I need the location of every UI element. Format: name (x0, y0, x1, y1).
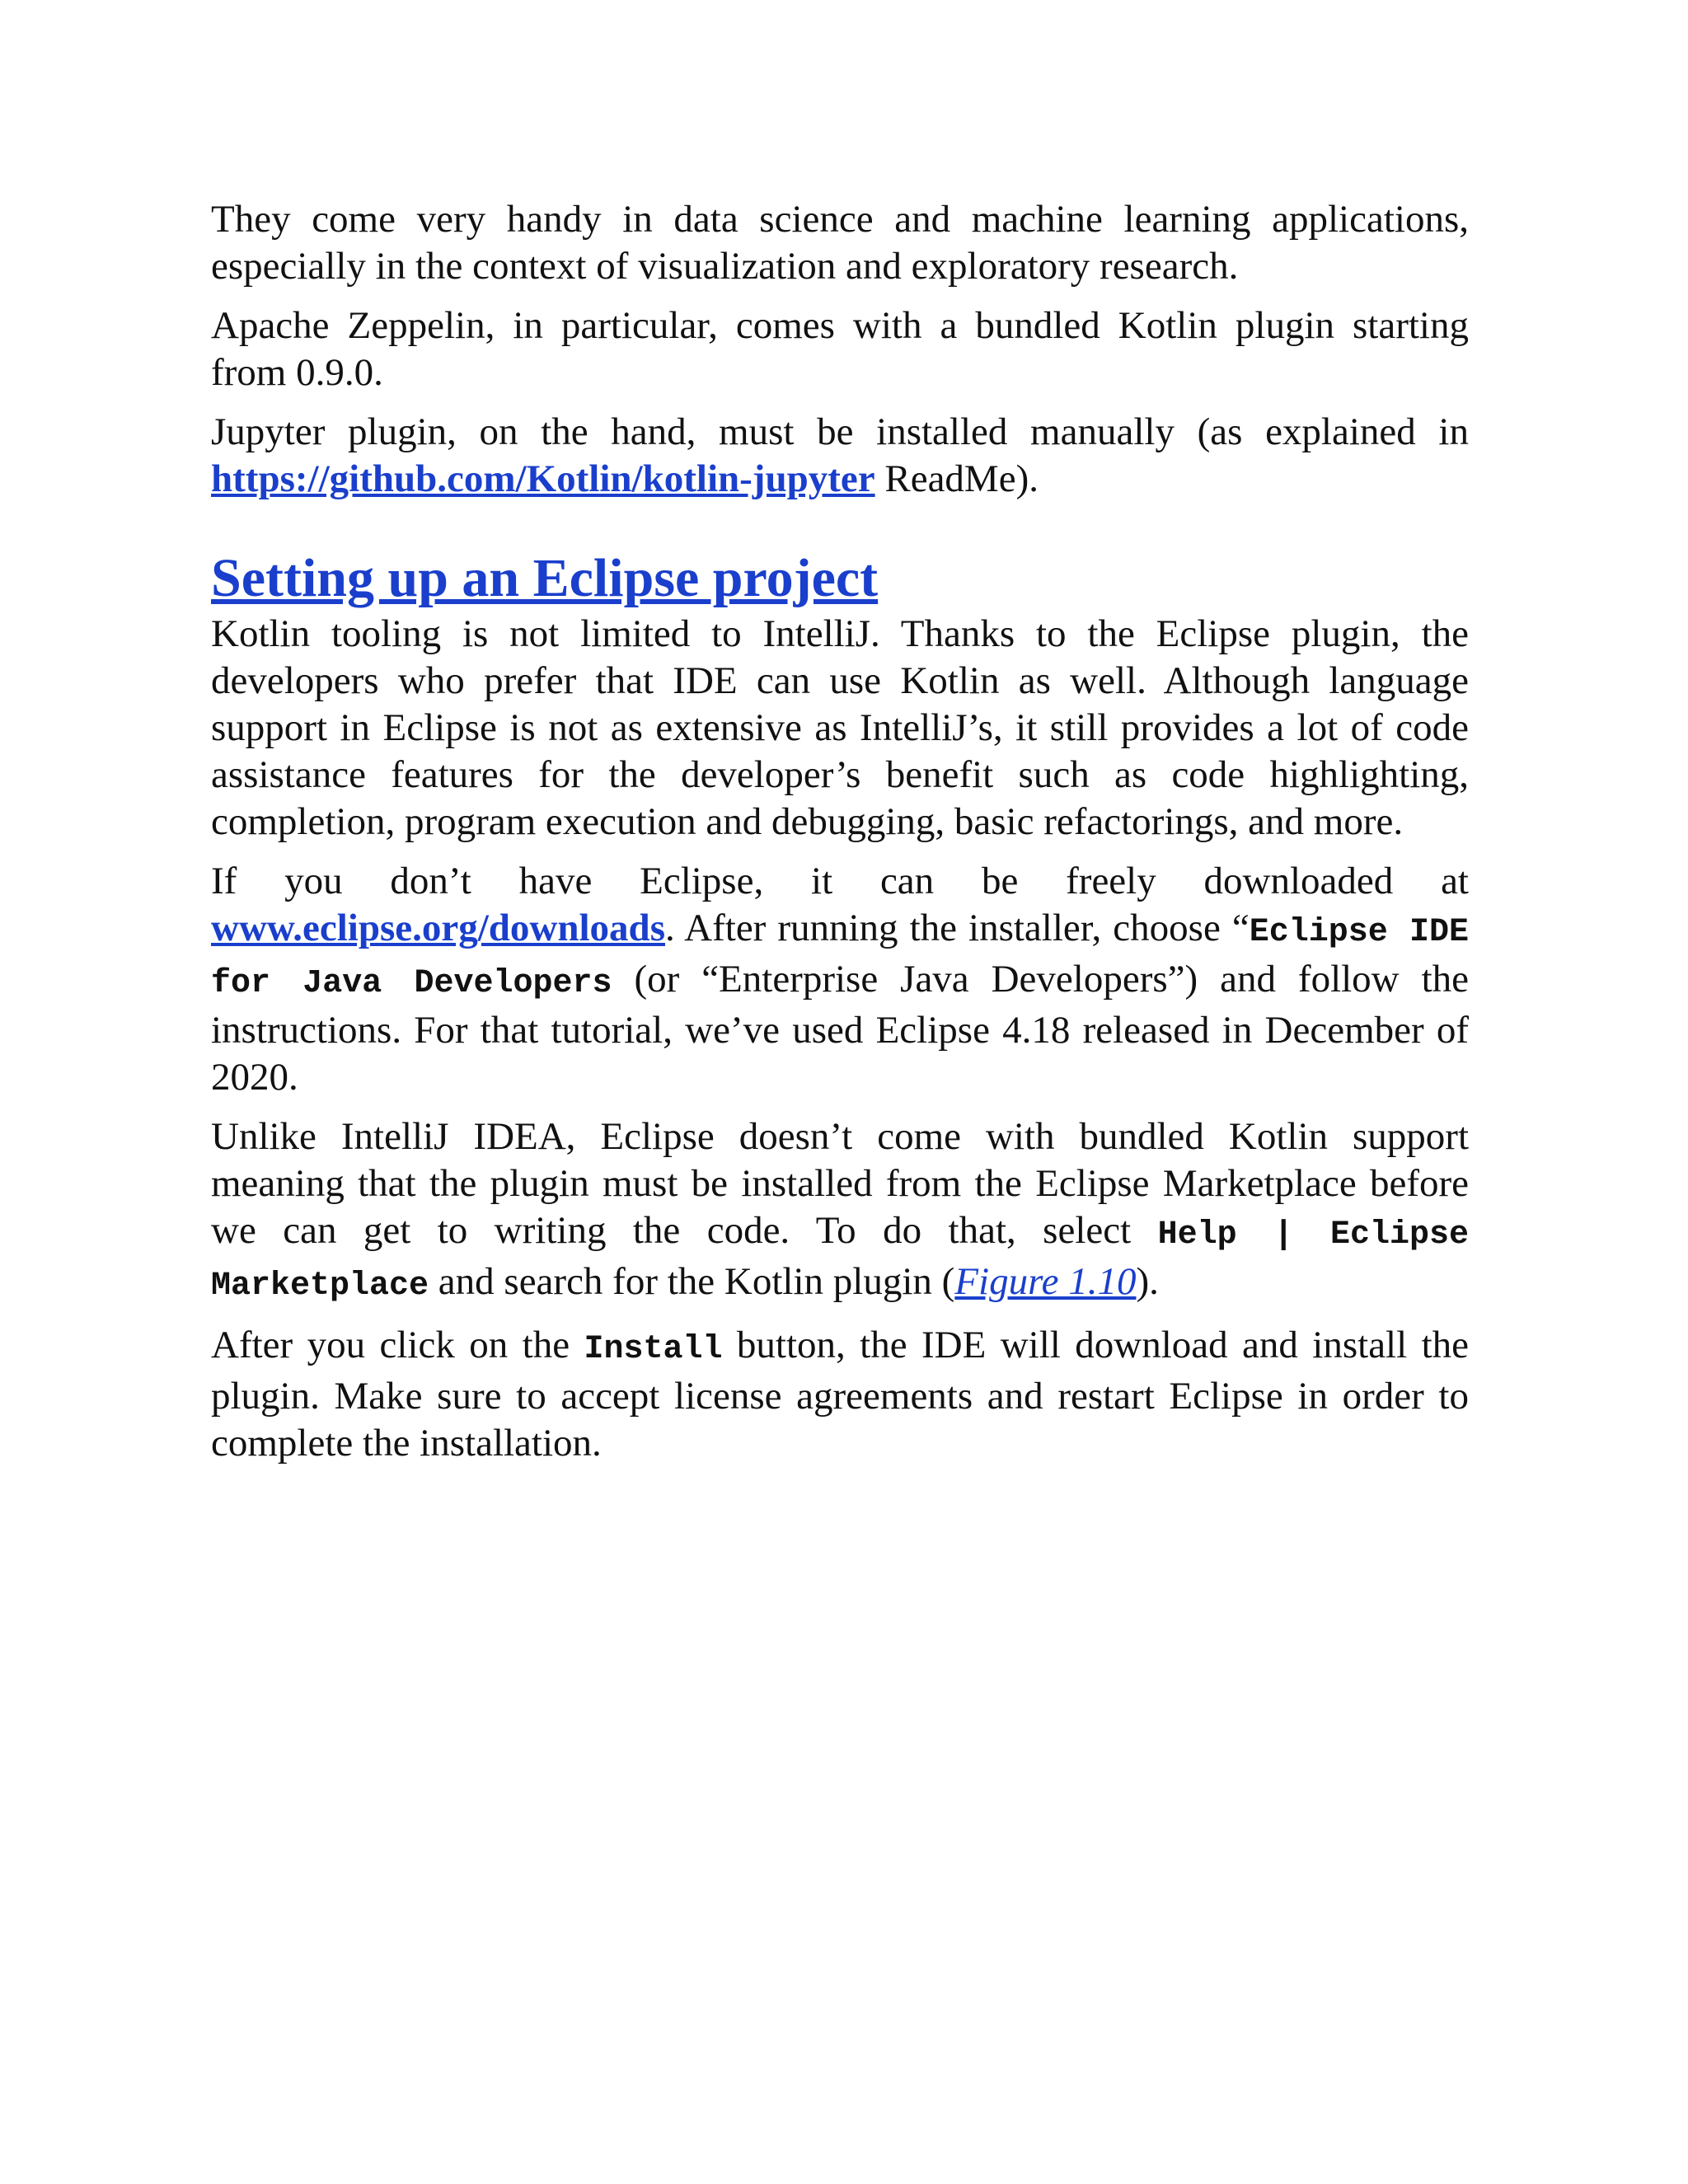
paragraph-text: and search for the Kotlin plugin ( (429, 1260, 955, 1303)
paragraph-text: Apache Zeppelin, in particular, comes with a bundled Kotlin plugin starting from 0.9.0. (211, 304, 1469, 394)
paragraph-eclipse-tooling (211, 611, 1469, 846)
paragraph-jupyter (211, 409, 1469, 503)
paragraph-notebooks-usage (211, 196, 1469, 290)
paragraph-text: They come very handy in data science and machine learning applications, especially in the context of visualization and exploratory research. (211, 198, 1469, 288)
figure-reference-link[interactable]: Figure 1.10 (954, 1260, 1137, 1303)
section-heading (211, 549, 1469, 608)
paragraph-text: Jupyter plugin, on the hand, must be installed manually (as explained in (211, 410, 1469, 453)
eclipse-downloads-link[interactable]: www.eclipse.org/downloads (211, 907, 665, 949)
paragraph-text: button, the IDE will download and install the plugin. Make sure to accept license agreements and restart Eclipse in order to complete the installation. (211, 1324, 1469, 1465)
paragraph-text: Unlike IntelliJ IDEA, Eclipse doesn’t come with bundled Kotlin support meaning that the plugin must be installed from the Eclipse Marketplace before we can get to writing the code. To do that, select (211, 1115, 1469, 1252)
paragraph-zeppelin (211, 302, 1469, 396)
inline-code-eclipse-ide: Eclipse IDE for Java Developers (211, 914, 1469, 1002)
kotlin-jupyter-link[interactable]: https://github.com/Kotlin/kotlin-jupyter (211, 457, 875, 500)
paragraph-text: (or “Enterprise Java Developers”) and follow the instructions. For that tutorial, we’ve used Eclipse 4.18 released in December of 2020. (211, 958, 1469, 1099)
paragraph-text: After you click on the (211, 1324, 584, 1366)
paragraph-text: . After running the installer, choose “ (665, 907, 1250, 949)
inline-code-help-menu: Help | Eclipse Marketplace (211, 1216, 1469, 1305)
document-page (211, 196, 1469, 1479)
paragraph-marketplace (211, 1113, 1469, 1310)
section-heading-link[interactable]: Setting up an Eclipse project (211, 548, 879, 608)
paragraph-eclipse-download (211, 858, 1469, 1101)
paragraph-text: Kotlin tooling is not limited to IntelliJ. Thanks to the Eclipse plugin, the developers who prefer that IDE can use Kotlin as well. Although language support in Eclipse is not as extensive as IntelliJ’s, it still provides a lot of code assistance features for the developer’s benefit such as code highlighting, completion, program execution and debugging, basic refactorings, and more. (211, 612, 1469, 843)
inline-code-install-button: Install (584, 1331, 723, 1368)
paragraph-install (211, 1322, 1469, 1467)
paragraph-text: If you don’t have Eclipse, it can be freely downloaded at (211, 860, 1469, 902)
paragraph-text: ReadMe). (874, 457, 1039, 500)
paragraph-text: ). (1136, 1260, 1159, 1303)
